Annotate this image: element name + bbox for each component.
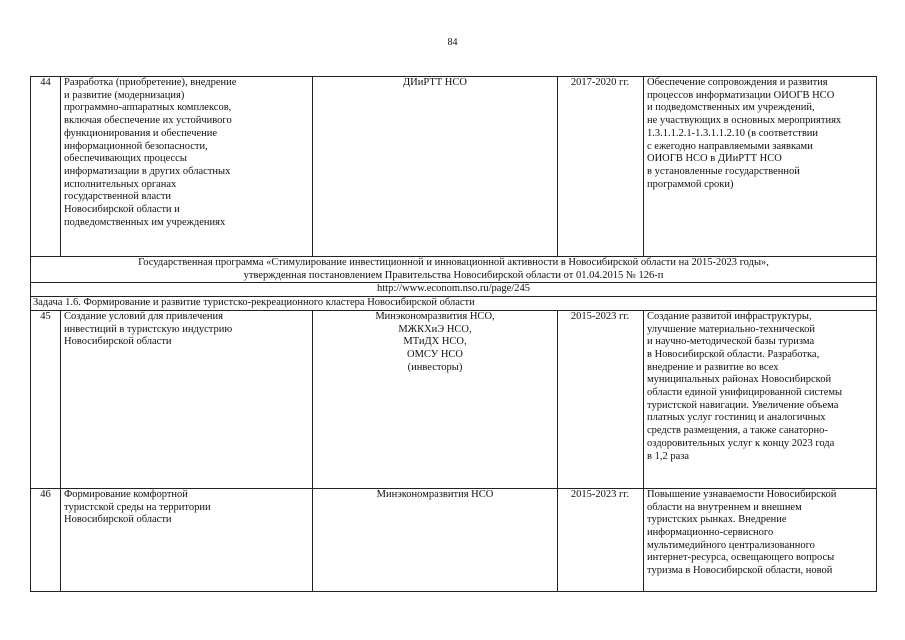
row-number: 44 <box>31 77 61 257</box>
program-header-row <box>31 257 877 283</box>
task-title: Задача 1.6. Формирование и развитие туристско-рекреационного кластера Новосибирской области <box>31 297 877 311</box>
cell-text-line: интернет-ресурса, освещающего вопросы <box>647 552 835 564</box>
cell-text-line: (инвесторы) <box>407 361 463 373</box>
cell-text-line: туризма в Новосибирской области, новой <box>647 565 833 577</box>
cell-text-line: инвестиций в туристскую индустрию <box>64 323 233 335</box>
page-number: 84 <box>447 37 458 48</box>
cell-text-line: в Новосибирской области. Разработка, <box>647 348 820 360</box>
cell-text-line: государственной власти <box>64 191 172 203</box>
cell-text-line: ДИиРТТ НСО <box>403 77 467 88</box>
cell-text-line: Новосибирской области <box>64 336 172 348</box>
cell-text-line: муниципальных районах Новосибирской <box>647 374 832 386</box>
table-row <box>31 488 877 591</box>
program-url[interactable]: http://www.econom.nso.ru/page/245 <box>31 283 877 297</box>
cell-text-line: функционирования и обеспечение <box>64 127 218 139</box>
years-cell: 2015-2023 гг. <box>558 310 644 488</box>
cell-text-line: с ежегодно направляемыми заявками <box>647 140 813 152</box>
result-cell <box>644 488 877 591</box>
cell-text-line: Обеспечение сопровождения и развития <box>647 77 828 88</box>
activity-cell <box>61 488 313 591</box>
executor-cell <box>313 488 558 591</box>
cell-text-line: внедрение и развитие во всех <box>647 361 779 373</box>
result-cell <box>644 77 877 257</box>
cell-text-line: включая обеспечение их устойчивого <box>64 115 232 127</box>
program-title <box>31 257 877 283</box>
cell-text-line: Минэкономразвития НСО, <box>375 310 495 322</box>
cell-text-line: 1.3.1.1.2.1-1.3.1.1.2.10 (в соответствии <box>647 127 819 139</box>
cell-text-line: программой сроки) <box>647 178 734 190</box>
cell-text-line: подведомственных им учреждениях <box>64 216 226 228</box>
cell-text-line: области единой унифицированной системы <box>647 387 843 399</box>
task-header-row <box>31 297 877 311</box>
cell-text-line: Повышение узнаваемости Новосибирской <box>647 488 837 500</box>
cell-text-line: туристской среды на территории <box>64 501 211 513</box>
program-url-row <box>31 283 877 297</box>
cell-text-line: МЖКХиЭ НСО, <box>398 323 472 335</box>
cell-text-line: и развитие (модернизация) <box>64 89 185 101</box>
executor-cell <box>313 310 558 488</box>
activity-cell <box>61 310 313 488</box>
table-row <box>31 310 877 488</box>
cell-text-line: в установленные государственной <box>647 165 800 177</box>
cell-text-line: оздоровительных услуг к концу 2023 года <box>647 437 835 449</box>
cell-text-line: платных услуг гостиниц и аналогичных <box>647 412 826 424</box>
program-title-line2: утвержденная постановлением Правительства Новосибирской области от 01.04.2015 № 126-п <box>243 269 664 281</box>
cell-text-line: и подведомственных им учреждений, <box>647 102 815 114</box>
cell-text-line: Новосибирской области и <box>64 204 180 216</box>
cell-text-line: информатизации в других областных <box>64 165 231 177</box>
cell-text-line: ОИОГВ НСО в ДИиРТТ НСО <box>647 153 782 165</box>
cell-text-line: области на внутреннем и внешнем <box>647 501 802 513</box>
cell-text-line: улучшение материально-технической <box>647 323 815 335</box>
cell-text-line: туристских рынках. Внедрение <box>647 514 787 526</box>
program-table <box>30 76 877 592</box>
cell-text-line: мультимедийного централизованного <box>647 539 815 551</box>
cell-text-line: Разработка (приобретение), внедрение <box>64 77 237 88</box>
cell-text-line: туристской навигации. Увеличение объема <box>647 399 839 411</box>
cell-text-line: информационно-сервисного <box>647 526 774 538</box>
activity-cell <box>61 77 313 257</box>
years-cell: 2015-2023 гг. <box>558 488 644 591</box>
cell-text-line: исполнительных органах <box>64 178 177 190</box>
result-cell <box>644 310 877 488</box>
cell-text-line: информационной безопасности, <box>64 140 208 152</box>
cell-text-line: Новосибирской области <box>64 514 172 526</box>
table-row <box>31 77 877 257</box>
cell-text-line: Создание условий для привлечения <box>64 310 223 322</box>
cell-text-line: Создание развитой инфраструктуры, <box>647 310 812 322</box>
cell-text-line: программно-аппаратных комплексов, <box>64 102 232 114</box>
cell-text-line: МТиДХ НСО, <box>403 336 467 348</box>
cell-text-line: Минэкономразвития НСО <box>376 488 494 500</box>
cell-text-line: Формирование комфортной <box>64 488 188 500</box>
cell-text-line: средств размещения, а также санаторно- <box>647 425 828 437</box>
program-title-line1: Государственная программа «Стимулирование инвестиционной и инновационной активности в Новосибирской области на 2015-2023 годы», <box>138 257 769 268</box>
years-cell: 2017-2020 гг. <box>558 77 644 257</box>
cell-text-line: в 1,2 раза <box>647 450 690 462</box>
cell-text-line: процессов информатизации ОИОГВ НСО <box>647 89 835 101</box>
cell-text-line: обеспечивающих процессы <box>64 153 187 165</box>
row-number: 45 <box>31 310 61 488</box>
cell-text-line: не участвующих в основных мероприятиях <box>647 115 842 127</box>
cell-text-line: ОМСУ НСО <box>406 348 463 360</box>
cell-text-line: и научно-методической базы туризма <box>647 336 815 348</box>
executor-cell <box>313 77 558 257</box>
row-number: 46 <box>31 488 61 591</box>
